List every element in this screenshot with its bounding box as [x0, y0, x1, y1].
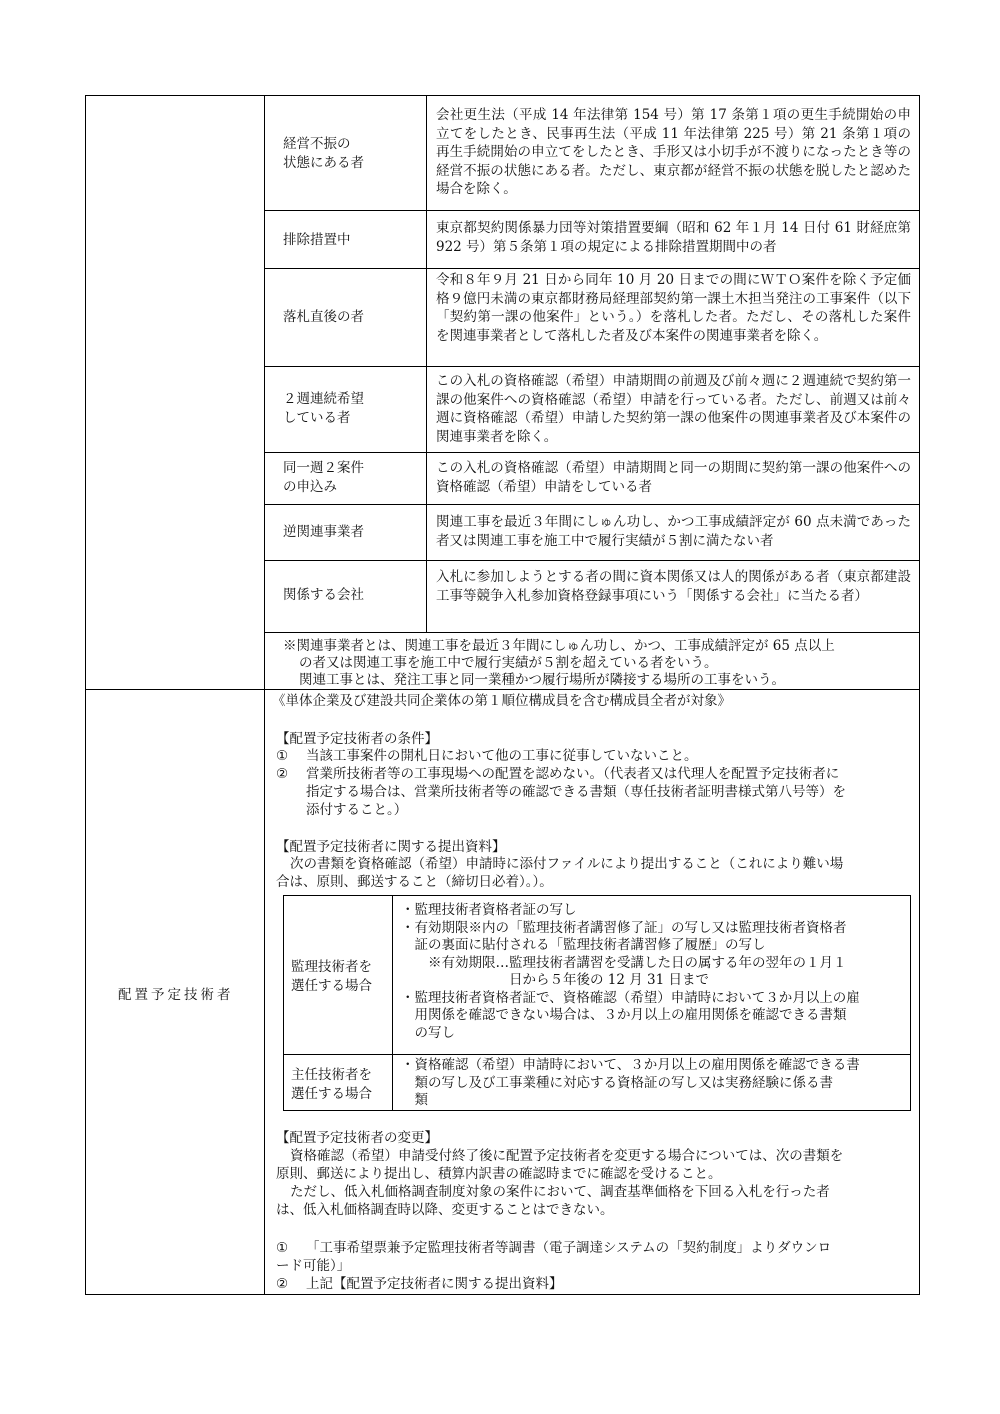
row-divider: [264, 560, 920, 561]
row-divider: [264, 268, 920, 269]
row-text: 東京都契約関係暴力団等対策措置要綱（昭和 62 年１月 14 日付 61 財経庶第 922 号）第５条第１項の規定による排除措置期間中の者: [436, 220, 911, 255]
note-line: ※関連事業者とは、関連工事を最近３年間にしゅん功し、かつ、工事成績評定が 65 点以上: [283, 638, 835, 654]
condition-item: 添付すること。）: [306, 802, 408, 818]
supervisor-item: ・監理技術者資格者証で、資格確認（希望）申請時において３か月以上の雇 用関係を確認できない場合は、３か月以上の雇用関係を確認できる書類 の写し: [401, 989, 860, 1041]
list-item: 「工事希望票兼予定監理技術者等調書（電子調達システムの「契約制度」よりダウンロ: [306, 1240, 832, 1256]
condition-item: 当該工事案件の開札日において他の工事に従事していないこと。: [306, 748, 698, 764]
row-divider: [264, 366, 920, 367]
row-text: 令和８年９月 21 日から同年 10 月 20 日までの間にＷＴＯ案件を除く予定価格９億円未満の東京都財務局経理部契約第一課土木担当発注の工事案件（以下「契約第一課の他案件」という。）を落札した者。ただし、その落札した案件を関連事業者として落札した者及び本案件の関連事業者を除く。: [436, 272, 911, 344]
row-text: 入札に参加しようとする者の間に資本関係又は人的関係がある者（東京都建設工事等競争入札参加資格登録事項にいう「関係する会社」に当たる者）: [436, 569, 911, 604]
supervisor-item: ※有効期限…監理技術者講習を受講した日の属する年の翌年の１月１ 日から５年後の 12 月 31 日まで: [427, 954, 847, 988]
row-label: ２週連続希望 している者: [283, 391, 364, 426]
list-number: ②: [276, 766, 289, 782]
row-text: 関連工事を最近３年間にしゅん功し、かつ工事成績評定が 60 点未満であった者又は関連工事を施工中で履行実績が５割に満たない者: [436, 514, 911, 549]
chief-text: ・資格確認（希望）申請時において、３か月以上の雇用関係を確認できる書 類の写し及び工事業種に対応する資格証の写し又は実務経験に係る書 類: [401, 1057, 860, 1108]
change-text: ただし、低入札価格調査制度対象の案件において、調査基準価格を下回る入札を行った者: [290, 1184, 830, 1200]
supervisor-item: ・監理技術者資格者証の写し: [401, 902, 577, 918]
change-text: は、低入札価格調査時以降、変更することはできない。: [276, 1202, 614, 1218]
note-line: 関連工事とは、発注工事と同一業種かつ履行場所が隣接する場所の工事をいう。: [299, 672, 785, 688]
row-divider: [264, 452, 920, 453]
note-line: の者又は関連工事を施工中で履行実績が５割を超えている者をいう。: [299, 655, 718, 671]
conditions-heading: 【配置予定技術者の条件】: [276, 731, 438, 747]
row-label: 同一週２案件 の申込み: [283, 460, 364, 495]
list-number: ①: [276, 748, 289, 764]
col-divider-1: [264, 95, 265, 1295]
list-number: ②: [276, 1276, 289, 1292]
list-number: ①: [276, 1240, 289, 1256]
row-label: 逆関連事業者: [283, 524, 364, 540]
docs-heading: 【配置予定技術者に関する提出資料】: [276, 839, 506, 855]
docs-text: 合は、原則、郵送すること（締切日必着）。）。: [276, 874, 553, 890]
row-divider: [264, 504, 920, 505]
row-divider: [264, 210, 920, 211]
list-item: 上記【配置予定技術者に関する提出資料】: [306, 1276, 563, 1292]
chief-label: 主任技術者を 選任する場合: [291, 1067, 372, 1102]
supervisor-item: ・有効期限※内の「監理技術者講習修了証」の写し又は監理技術者資格者 証の裏面に貼付される「監理技術者講習修了履歴」の写し: [401, 919, 847, 953]
list-item: ード可能）」: [276, 1258, 351, 1274]
change-heading: 【配置予定技術者の変更】: [276, 1130, 438, 1146]
row-text: この入札の資格確認（希望）申請期間と同一の期間に契約第一課の他案件への資格確認（希望）申請をしている者: [436, 460, 911, 495]
col-divider-2: [426, 95, 427, 632]
submission-table: [283, 895, 911, 1111]
row-label: 落札直後の者: [283, 309, 364, 325]
change-text: 資格確認（希望）申請受付終了後に配置予定技術者を変更する場合については、次の書類を: [290, 1148, 844, 1164]
condition-item: 指定する場合は、営業所技術者等の確認できる書類（専任技術者証明書様式第八号等）を: [306, 784, 846, 800]
row-label: 経営不振の 状態にある者: [283, 136, 364, 171]
row-divider: [264, 632, 920, 633]
docs-text: 次の書類を資格確認（希望）申請時に添付ファイルにより提出すること（これにより難い場: [290, 856, 844, 872]
inner-col-divider: [392, 896, 393, 1110]
change-text: 原則、郵送により提出し、積算内訳書の確認時までに確認を受けること。: [276, 1166, 722, 1182]
row-label: 排除措置中: [283, 232, 351, 248]
row-text: この入札の資格確認（希望）申請期間の前週及び前々週に２週連続で契約第一課の他案件への資格確認（希望）申請を行っている者。ただし、前週又は前々週に資格確認（希望）申請した契約第一課の他案件の関連事業者及び本案件の関連事業者を除く。: [436, 373, 911, 445]
row-text: 会社更生法（平成 14 年法律第 154 号）第 17 条第１項の更生手続開始の申立てをしたとき、民事再生法（平成 11 年法律第 225 号）第 21 条第１項の再生手続開始の申立てをしたとき、手形又は小切手が不渡りになったとき等の経営不振の状態にある者。ただし、東京都が経営不振の状態を脱したと認めた場合を除く。: [436, 107, 911, 197]
condition-item: 営業所技術者等の工事現場への配置を認めない。（代表者又は代理人を配置予定技術者に: [306, 766, 840, 782]
supervisor-label: 監理技術者を 選任する場合: [291, 959, 372, 994]
row-label: 関係する会社: [283, 587, 364, 603]
supervisor-items: [401, 902, 906, 1042]
section-label: 配置予定技術者: [118, 987, 234, 1003]
scope-text: 《単体企業及び建設共同企業体の第１順位構成員を含む構成員全者が対象》: [272, 693, 731, 709]
inner-row-divider: [284, 1054, 910, 1055]
